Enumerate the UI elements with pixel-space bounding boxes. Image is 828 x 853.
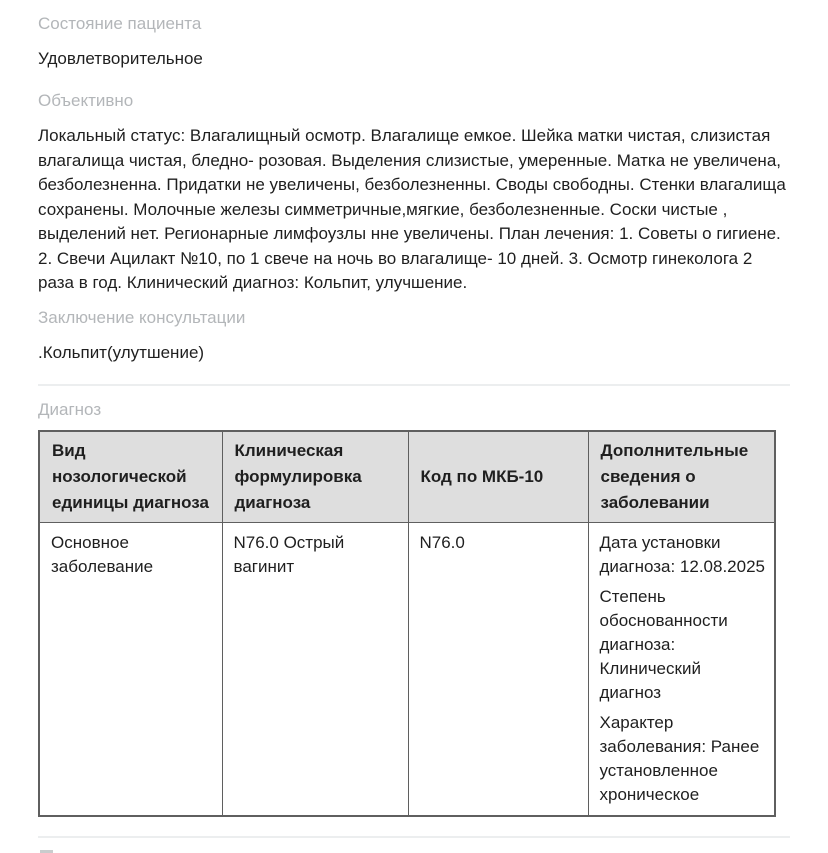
disease-nature: Характер заболевания: Ранее установленное хроническое <box>599 712 760 804</box>
cell-clinical-formulation: N76.0 Острый вагинит <box>222 522 408 816</box>
diagnosis-table-header-row <box>39 431 775 523</box>
cell-icd10-code: N76.0 <box>408 522 588 816</box>
consultation-conclusion-value: .Кольпит(улутшение) <box>38 342 205 362</box>
section-objective <box>38 90 790 296</box>
column-header-icd10-code: Код по МКБ-10 <box>408 431 588 523</box>
diagnosis-validity-degree: Степень обоснованности диагноза: Клинический диагноз <box>599 586 728 702</box>
table-row <box>39 522 775 816</box>
column-header-nosology-type: Вид нозологической единицы диагноза <box>39 431 222 523</box>
column-header-clinical-formulation: Клиническая формулировка диагноза <box>222 431 408 523</box>
patient-condition-label: Состояние пациента <box>38 14 202 33</box>
diagnosis-table <box>38 430 776 817</box>
objective-text: Локальный статус: Влагалищный осмотр. Влагалище емкое. Шейка матки чистая, слизистая влагалища чистая, бледно- розовая. Выделения слизистые, умеренные. Матка не увеличена, безболезненна. Придатки не увеличены, безболезненны. Своды свободны. Стенки влагалища сохранены. Молочные железы симметричные,мягкие, безболезненные. Соски чистые , выделений нет. Регионарные лимфоузлы нне увеличены. План лечения: 1. Советы о гигиене. 2. Свечи Ацилакт №10, по 1 свече на ночь во влагалище- 10 дней. 3. Осмотр гинеколога 2 раза в год. Клинический диагноз: Кольпит, улучшение. <box>38 126 786 292</box>
patient-condition-value: Удовлетворительное <box>38 49 203 68</box>
cell-nosology-type: Основное заболевание <box>39 522 222 816</box>
diagnosis-date-set: Дата установки диагноза: 12.08.2025 <box>599 532 766 576</box>
consultation-conclusion-label: Заключение консультации <box>38 307 246 327</box>
section-divider <box>38 384 790 386</box>
diagnosis-label: Диагноз <box>38 399 102 419</box>
section-divider <box>38 836 790 838</box>
cell-additional-info <box>588 522 775 816</box>
section-patient-condition <box>38 13 790 71</box>
column-header-additional-info: Дополнительные сведения о заболевании <box>588 431 775 523</box>
objective-label: Объективно <box>38 91 134 110</box>
section-consultation-conclusion <box>38 307 790 365</box>
next-section-clipped-fragment <box>40 850 53 853</box>
